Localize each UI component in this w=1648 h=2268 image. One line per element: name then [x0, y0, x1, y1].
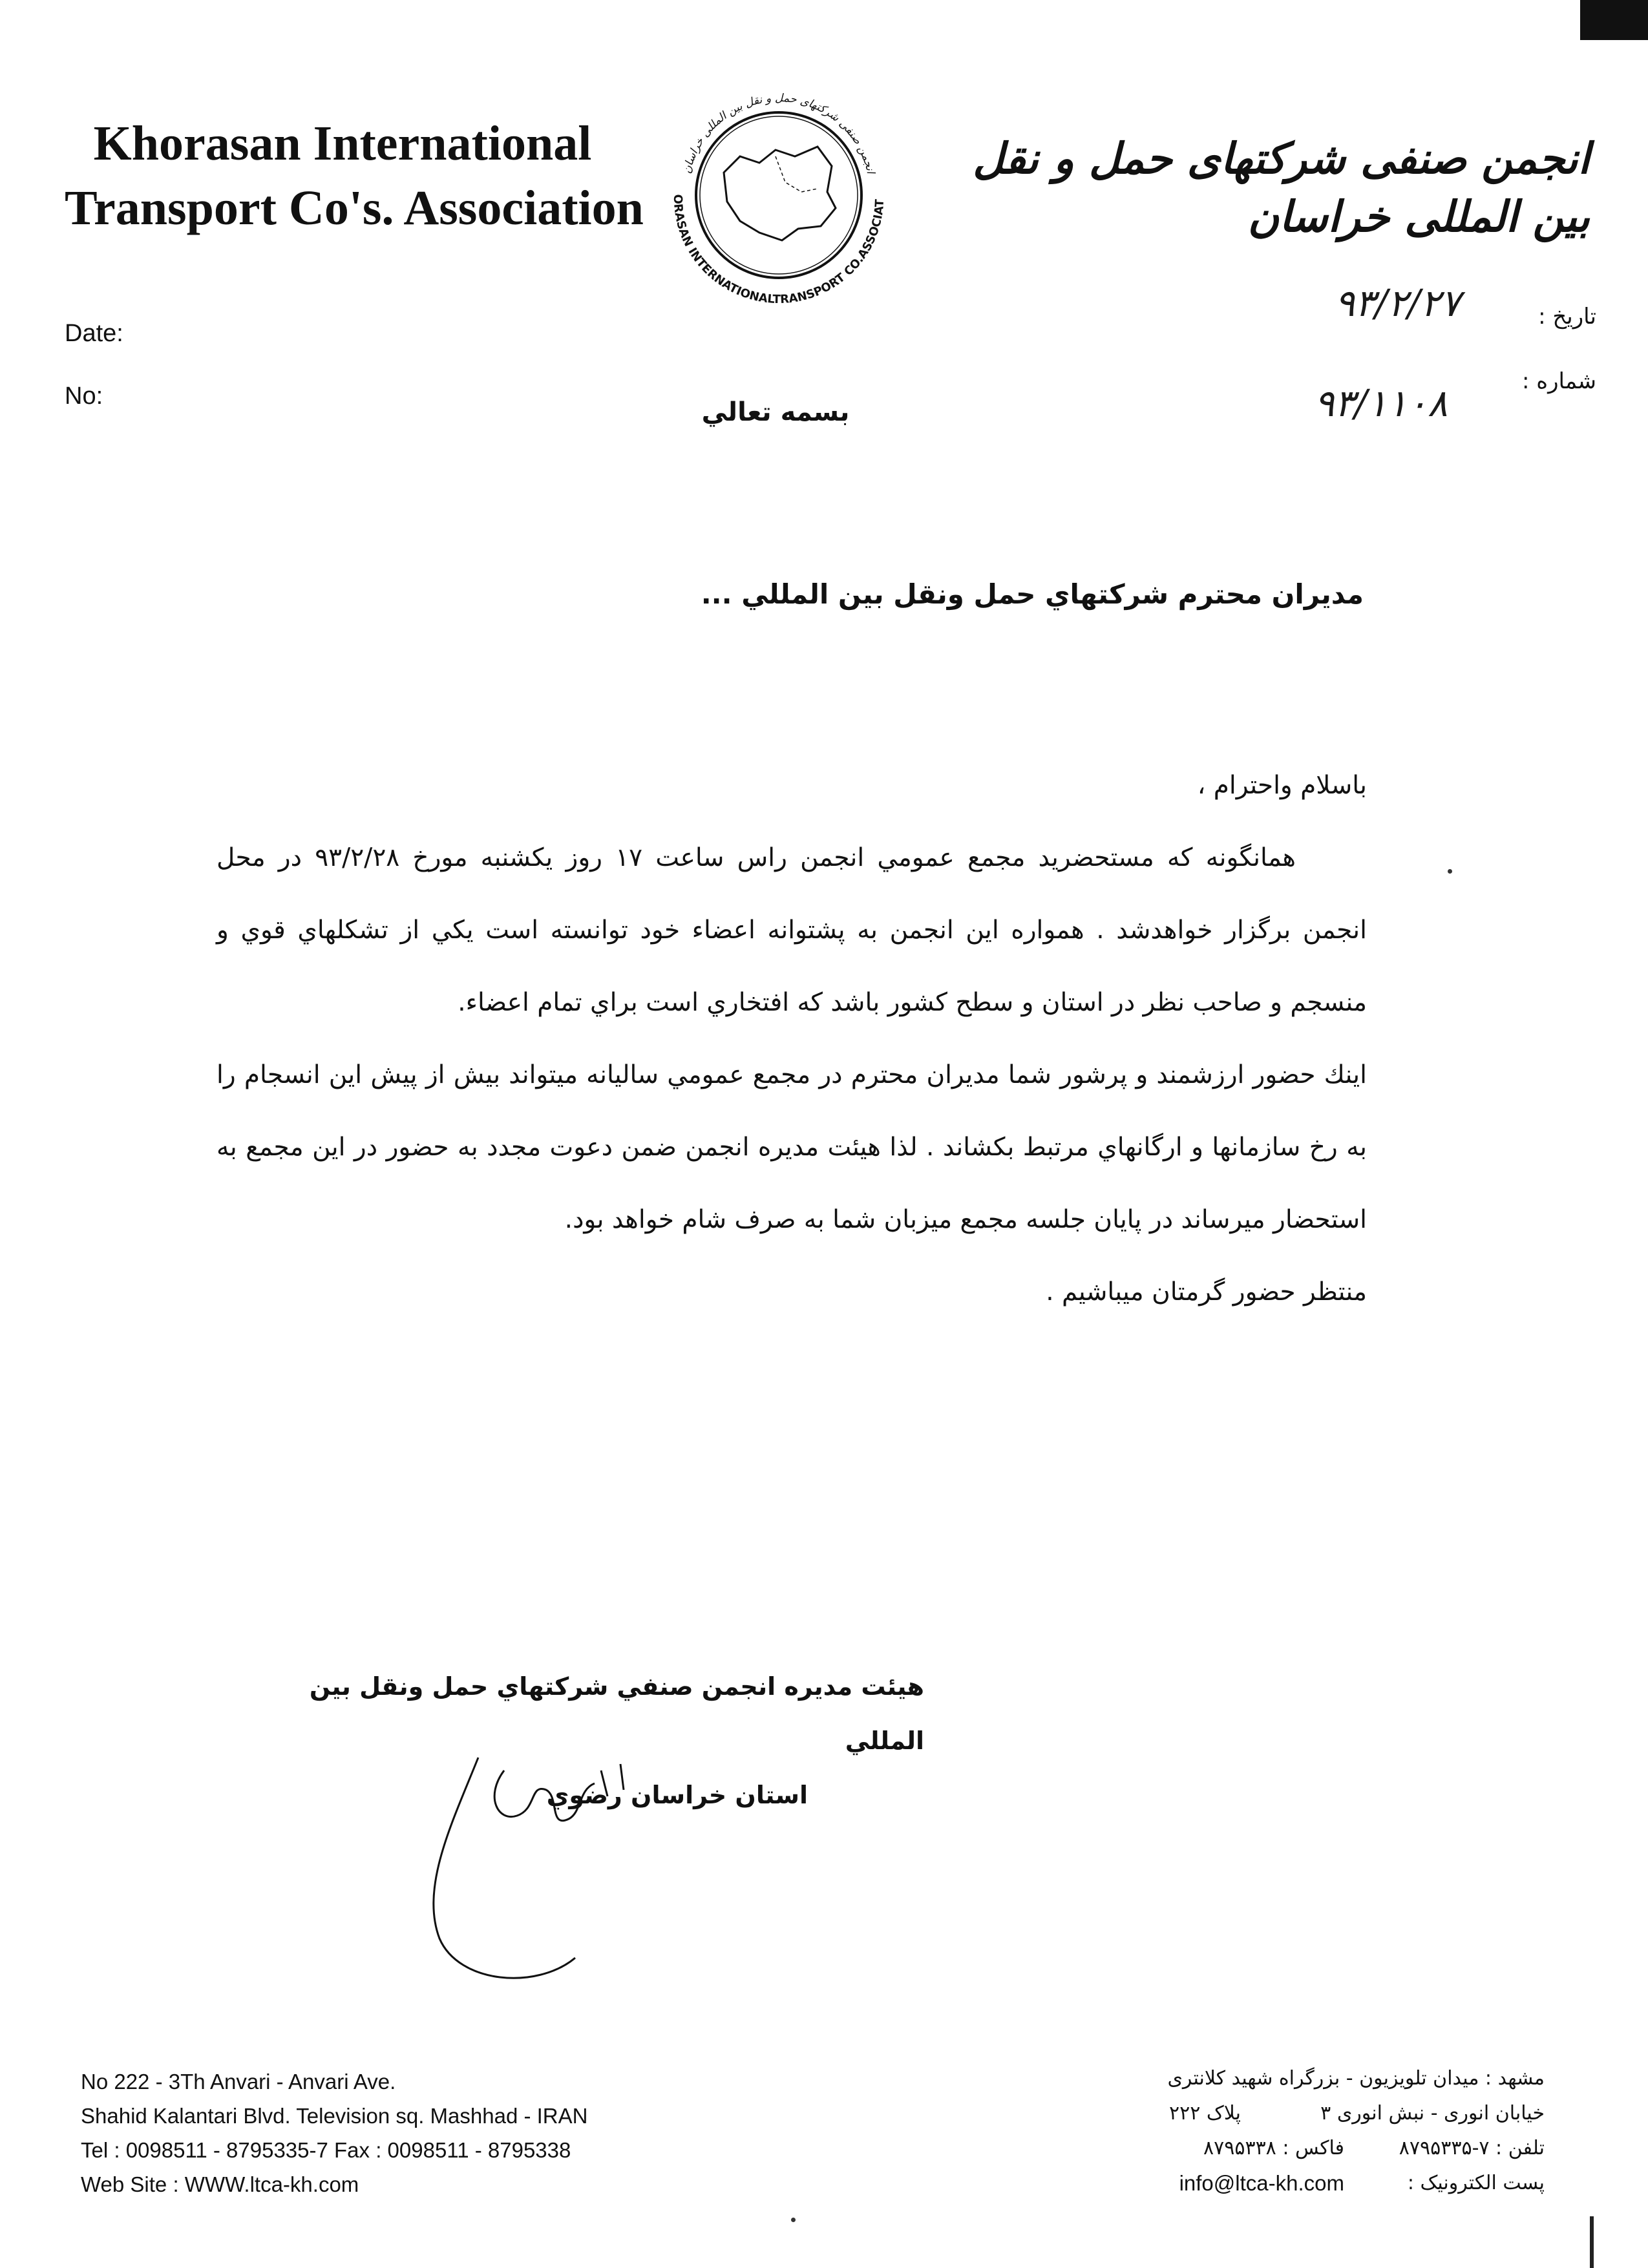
footer-english	[81, 2064, 727, 2201]
signatory-line-1: هيئت مديره انجمن صنفي شرکتهاي حمل ونقل بين المللي	[309, 1672, 924, 1755]
number-label-persian: شماره :	[1522, 368, 1596, 394]
footer-fa-phone: تلفن : ۷-۸۷۹۵۳۳۵	[1399, 2137, 1545, 2159]
scan-speck	[1448, 869, 1452, 874]
paragraph-1: همانگونه که مستحضريد مجمع عمومي انجمن راس ساعت ۱۷ روز يکشنبه مورخ ۹۳/۲/۲۸ در محل انجمن برگزار خواهدشد . همواره اين انجمن به پشتوانه اعضاء خود توانسته است يکي از تشکلهاي قوي و منسجم و صاحب نظر در استان و سطح کشور باشد که افتخاري است براي تمام اعضاء.	[217, 843, 1367, 1017]
footer-phone-fax: Tel : 0098511 - 8795335-7 Fax : 0098511 - 8795338	[81, 2138, 571, 2162]
footer-fa-email-label: پست الکترونیک :	[1407, 2172, 1545, 2194]
paragraph-2: اينك حضور ارزشمند و پرشور شما مديران محترم در مجمع عمومي ساليانه ميتواند بيش از پيش اين انسجام را به رخ سازمانها و ارگانهاي مرتبط بکشاند . لذا هيئت مديره انجمن ضمن دعوت مجدد به حضور در اين مجمع به استحضار ميرساند در پايان جلسه مجمع ميزبان شما به صرف شام خواهد بود.	[217, 1060, 1367, 1234]
letterhead-english-name	[65, 111, 644, 240]
seal-english-text: ORASAN INTERNATIONALTRANSPORT CO.ASSOCIAT	[670, 194, 887, 307]
letterhead-english-line1: Khorasan International	[93, 116, 592, 171]
association-seal	[662, 59, 895, 331]
letterhead-persian-name: انجمن صنفی شرکتهای حمل و نقل بین المللی خراسان	[973, 133, 1590, 242]
footer-address-line1: No 222 - 3Th Anvari - Anvari Ave.	[81, 2070, 396, 2094]
letterhead-english-line2: Transport Co's. Association	[65, 181, 644, 235]
number-value: ۹۳/۱۱۰۸	[1314, 381, 1448, 425]
footer-address-line2: Shahid Kalantari Blvd. Television sq. Mashhad - IRAN	[81, 2104, 588, 2128]
scan-speck-bottom	[791, 2218, 796, 2222]
footer-fa-plaque: پلاک ۲۲۲	[1169, 2102, 1241, 2125]
footer-fa-email: info@ltca-kh.com	[1179, 2171, 1344, 2195]
closing-line: منتظر حضور گرمتان ميباشيم .	[1046, 1277, 1367, 1307]
greeting: باسلام واحترام ،	[1197, 771, 1367, 800]
signature-icon	[407, 1745, 679, 2003]
footer-website: Web Site : WWW.ltca-kh.com	[81, 2172, 359, 2196]
scan-edge-mark	[1580, 0, 1648, 40]
footer-fa-address-line2: خیابان انوری - نبش انوری ۳	[1320, 2102, 1545, 2125]
addressee: مديران محترم شرکتهاي حمل ونقل بين المللي ...	[701, 578, 1364, 610]
seal-emblem-icon	[662, 59, 895, 331]
svg-text:انجمن صنفی شرکتهای حمل و نقل ب	[681, 92, 877, 176]
invocation: بسمه تعالي	[701, 397, 850, 427]
footer-persian	[1092, 2061, 1545, 2201]
footer-fa-address-line1: مشهد : میدان تلویزیون - بزرگراه شهید کلانتری	[1167, 2067, 1545, 2090]
number-label-english: No:	[65, 383, 103, 410]
footer-fa-fax: فاکس : ۸۷۹۵۳۳۸	[1203, 2137, 1344, 2159]
date-label-persian: تاریخ :	[1538, 304, 1596, 330]
date-value: ۹۳/۲/۲۷	[1335, 281, 1461, 325]
signatory-line-2: استان خراسان رضوي	[546, 1781, 808, 1809]
letter-body	[217, 750, 1367, 1328]
date-label-english: Date:	[65, 320, 123, 347]
scan-edge-line	[1590, 2216, 1594, 2268]
seal-persian-text: انجمن صنفی شرکتهای حمل و نقل بین المللی خراسان	[681, 91, 877, 175]
